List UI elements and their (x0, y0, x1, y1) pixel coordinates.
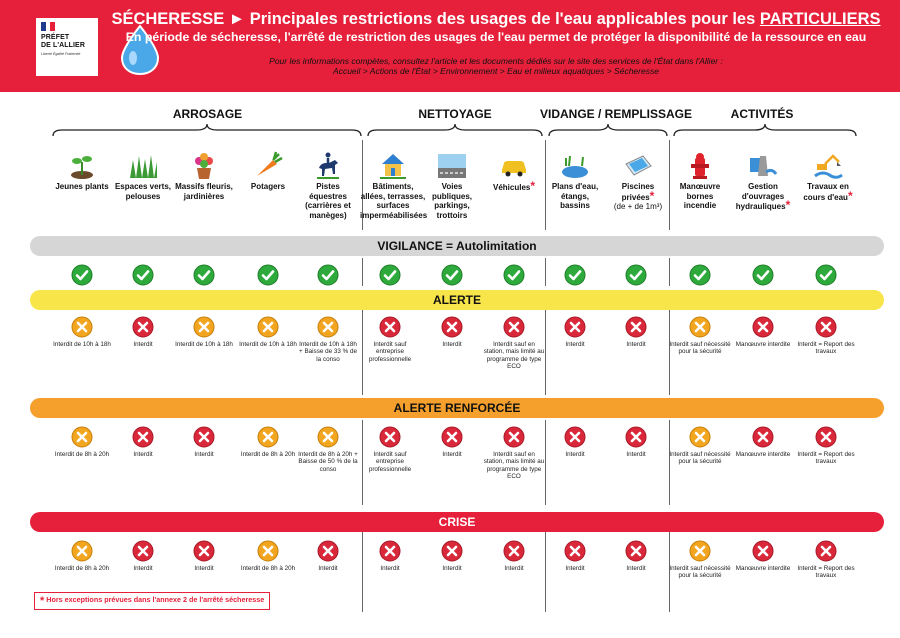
cross-icon (605, 540, 667, 562)
cross-icon (483, 316, 545, 338)
usage-label: Potagers (250, 182, 286, 191)
usage-label: Jeunes plants (55, 182, 109, 191)
status-text: Interdit sauf nécessité pour la sécurité (669, 341, 731, 356)
status-cell (359, 540, 421, 572)
status-text: Interdit de 10h à 18h (239, 341, 297, 348)
status-cell (297, 540, 359, 572)
cross-icon (605, 426, 667, 448)
status-cell (795, 426, 857, 466)
check-icon (669, 264, 731, 286)
partial-cross-icon (237, 540, 299, 562)
info-line1: Pour les informations compètes, consultez l'article et les documents dédiés sur le site des services de l'État dans l'Allier : (269, 56, 723, 66)
usage-label: Bâtiments, allées, terrasses, surfaces imperméabilisées (360, 182, 428, 220)
usage-potagers (238, 150, 298, 192)
usage-label: Manœuvre bornes incendie (679, 182, 721, 210)
cross-icon (483, 540, 545, 562)
status-cell (173, 540, 235, 572)
status-cell (669, 426, 731, 466)
cross-icon (359, 540, 421, 562)
status-cell (732, 316, 794, 348)
footnote-text: Hors exceptions prévues dans l'annexe 2 de l'arrêté sécheresse (46, 595, 265, 604)
status-cell (51, 426, 113, 458)
house-icon (378, 150, 408, 180)
exception-star: * (530, 179, 536, 193)
partial-cross-icon (51, 316, 113, 338)
status-cell (297, 426, 359, 473)
status-text: Interdit = Report des travaux (797, 341, 855, 356)
category-nettoyage: NETTOYAGE (418, 107, 492, 121)
status-cell (483, 316, 545, 370)
header-banner (0, 0, 900, 92)
status-text: Interdit de 8h à 20h (54, 565, 110, 572)
usage-label (796, 182, 860, 202)
info-breadcrumb[interactable]: Accueil > Actions de l'État > Environnement > Eau et milieux aquatiques > Sécheresse (333, 66, 659, 76)
fire-hydrant-icon (685, 150, 715, 180)
status-text: Interdit (565, 565, 585, 572)
car-icon (499, 150, 529, 180)
status-cell (732, 426, 794, 458)
level-bar-vigilance: VIGILANCE = Autolimitation (30, 236, 884, 256)
check-icon (297, 264, 359, 286)
cross-icon (112, 316, 174, 338)
status-text: Interdit (133, 565, 153, 572)
check-icon (605, 264, 667, 286)
status-text: Interdit (442, 565, 462, 572)
usage-ouvrages-hydrauliques (730, 150, 796, 212)
partial-cross-icon (51, 426, 113, 448)
usage-bornes-incendie (670, 150, 730, 211)
category-arrosage: ARROSAGE (172, 107, 243, 121)
level-bar-crise: CRISE (30, 512, 884, 532)
cross-icon (732, 540, 794, 562)
usage-voies-publiques (422, 150, 482, 220)
partial-cross-icon (173, 316, 235, 338)
flower-pot-icon (189, 150, 219, 180)
exception-star: * (785, 198, 791, 212)
status-text: Interdit (565, 451, 585, 458)
check-icon (732, 264, 794, 286)
cross-icon (173, 426, 235, 448)
status-cell (297, 264, 359, 286)
excavator-icon (813, 150, 843, 180)
status-text: Interdit (626, 565, 646, 572)
usage-label-text: Véhicules (492, 183, 531, 192)
status-cell (421, 316, 483, 348)
status-cell (732, 540, 794, 572)
usage-label: Espaces verts, pelouses (114, 182, 172, 201)
check-icon (421, 264, 483, 286)
cross-icon (544, 316, 606, 338)
pool-icon (623, 150, 653, 180)
brace-vidange (548, 123, 668, 137)
status-cell (732, 264, 794, 286)
page-title (106, 10, 886, 29)
cross-icon (795, 316, 857, 338)
status-cell (51, 540, 113, 572)
status-cell (359, 426, 421, 473)
status-text: Interdit (133, 451, 153, 458)
status-cell (669, 264, 731, 286)
status-text: Interdit de 10h à 18h + Baisse de 33 % de la conso (299, 341, 357, 363)
cross-icon (483, 426, 545, 448)
cross-icon (605, 316, 667, 338)
status-text: Manœuvre interdite (735, 341, 791, 348)
info-text (106, 56, 886, 76)
check-icon (359, 264, 421, 286)
status-text: Interdit sauf en station, mais limité au programme de type ECO (483, 341, 545, 370)
status-text: Manœuvre interdite (735, 565, 791, 572)
cross-icon (297, 540, 359, 562)
status-text: Interdit (194, 451, 214, 458)
cross-icon (732, 426, 794, 448)
status-cell (544, 426, 606, 458)
status-text: Interdit sauf nécessité pour la sécurité (669, 565, 731, 580)
status-cell (795, 540, 857, 580)
status-cell (544, 316, 606, 348)
status-cell (112, 426, 174, 458)
usage-label-text: Gestion d'ouvrages hydrauliques (735, 182, 786, 211)
status-text: Interdit (442, 451, 462, 458)
status-cell (173, 426, 235, 458)
status-cell (51, 316, 113, 348)
grass-icon (128, 150, 158, 180)
usage-label: Pistes équestres (carrières et manèges) (305, 182, 351, 220)
usage-pistes-equestres (298, 150, 358, 220)
exception-star: * (649, 188, 655, 203)
status-cell (483, 540, 545, 572)
dam-icon (748, 150, 778, 180)
status-cell (605, 426, 667, 458)
status-cell (605, 264, 667, 286)
status-cell (237, 426, 299, 458)
partial-cross-icon (51, 540, 113, 562)
usage-label (484, 179, 544, 193)
footnote (34, 592, 270, 610)
check-icon (173, 264, 235, 286)
check-icon (51, 264, 113, 286)
french-flag-icon (41, 22, 55, 31)
status-cell (112, 540, 174, 572)
brace-arrosage (52, 123, 362, 137)
cross-icon (359, 426, 421, 448)
status-cell (795, 264, 857, 286)
exception-star: * (40, 595, 45, 607)
status-text: Interdit de 8h à 20h (240, 565, 296, 572)
status-text: Manœuvre interdite (735, 451, 791, 458)
usage-plans-eau (545, 150, 605, 211)
logo-motto: Liberté Égalité Fraternité (41, 52, 81, 56)
status-cell (112, 316, 174, 348)
status-cell (605, 540, 667, 572)
status-cell (237, 316, 299, 348)
partial-cross-icon (669, 426, 731, 448)
status-cell (605, 316, 667, 348)
partial-cross-icon (237, 316, 299, 338)
status-text: Interdit (504, 565, 524, 572)
usage-vehicules (484, 150, 544, 193)
status-text: Interdit (442, 341, 462, 348)
status-cell (51, 264, 113, 286)
usage-label-text: Travaux en cours d'eau (803, 182, 849, 202)
seedling-icon (67, 150, 97, 180)
status-cell (483, 264, 545, 286)
status-cell (359, 264, 421, 286)
status-text: Interdit (133, 341, 153, 348)
partial-cross-icon (237, 426, 299, 448)
usage-piscines (606, 150, 670, 212)
usage-label: Voies publiques, parkings, trottoirs (432, 182, 472, 220)
usage-label: Massifs fleuris, jardinières (175, 182, 233, 201)
status-cell (237, 540, 299, 572)
status-text: Interdit = Report des travaux (797, 565, 855, 580)
check-icon (112, 264, 174, 286)
status-cell (795, 316, 857, 356)
status-cell (173, 316, 235, 348)
status-cell (237, 264, 299, 286)
cross-icon (544, 426, 606, 448)
usage-massifs (174, 150, 234, 201)
brace-nettoyage (367, 123, 543, 137)
status-cell (421, 426, 483, 458)
status-cell (669, 540, 731, 580)
status-text: Interdit = Report des travaux (797, 451, 855, 466)
partial-cross-icon (297, 426, 359, 448)
partial-cross-icon (297, 316, 359, 338)
status-text: Interdit sauf entreprise professionnelle (368, 341, 412, 363)
level-bar-alerte: ALERTE (30, 290, 884, 310)
status-cell (544, 540, 606, 572)
status-text: Interdit de 8h à 20h + Baisse de 50 % de la conso (298, 451, 358, 473)
check-icon (795, 264, 857, 286)
partial-cross-icon (669, 316, 731, 338)
check-icon (544, 264, 606, 286)
brace-activites (673, 123, 857, 137)
cross-icon (421, 316, 483, 338)
logo-line2: DE L'ALLIER (41, 42, 85, 49)
title-emphasis: PARTICULIERS (759, 10, 881, 28)
status-cell (483, 426, 545, 480)
usage-label (730, 182, 796, 212)
category-vidange: VIDANGE / REMPLISSAGE (539, 107, 693, 121)
usage-label: Plans d'eau, étangs, bassins (551, 182, 599, 210)
status-text: Interdit sauf en station, mais limité au programme de type ECO (483, 451, 545, 480)
status-text: Interdit de 8h à 20h (54, 451, 110, 458)
usage-espaces-verts (113, 150, 173, 201)
category-activites: ACTIVITÉS (730, 107, 794, 121)
prefet-logo (36, 18, 98, 76)
status-text: Interdit de 10h à 18h (175, 341, 233, 348)
status-cell (359, 316, 421, 363)
status-cell (112, 264, 174, 286)
status-text: Interdit de 8h à 20h (240, 451, 296, 458)
status-cell (421, 540, 483, 572)
pond-icon (560, 150, 590, 180)
exception-star: * (847, 188, 853, 203)
cross-icon (732, 316, 794, 338)
status-text: Interdit (194, 565, 214, 572)
status-cell (297, 316, 359, 363)
road-icon (437, 150, 467, 180)
cross-icon (359, 316, 421, 338)
partial-cross-icon (669, 540, 731, 562)
status-cell (173, 264, 235, 286)
status-text: Interdit sauf nécessité pour la sécurité (669, 451, 731, 466)
cross-icon (795, 426, 857, 448)
usage-label-text: Piscines privées (621, 182, 655, 202)
title-main: SÉCHERESSE ► Principales restrictions des usages de l'eau applicables pour les (111, 10, 760, 28)
logo-line1: PRÉFET (41, 34, 70, 41)
status-cell (421, 264, 483, 286)
status-text: Interdit (626, 341, 646, 348)
cross-icon (112, 426, 174, 448)
usage-jeunes-plants (52, 150, 112, 192)
cross-icon (421, 540, 483, 562)
cross-icon (795, 540, 857, 562)
check-icon (483, 264, 545, 286)
status-text: Interdit sauf entreprise professionnelle (368, 451, 412, 473)
cross-icon (173, 540, 235, 562)
horse-rider-icon (313, 150, 343, 180)
status-text: Interdit (626, 451, 646, 458)
status-text: Interdit (565, 341, 585, 348)
usage-travaux-cours-eau (796, 150, 860, 202)
cross-icon (544, 540, 606, 562)
page-subtitle: En période de sécheresse, l'arrêté de restriction des usages de l'eau permet de protéger la disponibilité de la ressource en eau (125, 30, 867, 44)
usage-sublabel: (de + de 1m³) (613, 202, 663, 211)
status-text: Interdit de 10h à 18h (53, 341, 111, 348)
status-text: Interdit (380, 565, 400, 572)
cross-icon (421, 426, 483, 448)
status-text: Interdit (318, 565, 338, 572)
usage-label (606, 182, 670, 212)
level-bar-alerte-renforcee: ALERTE RENFORCÉE (30, 398, 884, 418)
carrot-icon (253, 150, 283, 180)
status-cell (669, 316, 731, 356)
usage-batiments (360, 150, 426, 220)
cross-icon (112, 540, 174, 562)
check-icon (237, 264, 299, 286)
status-cell (544, 264, 606, 286)
